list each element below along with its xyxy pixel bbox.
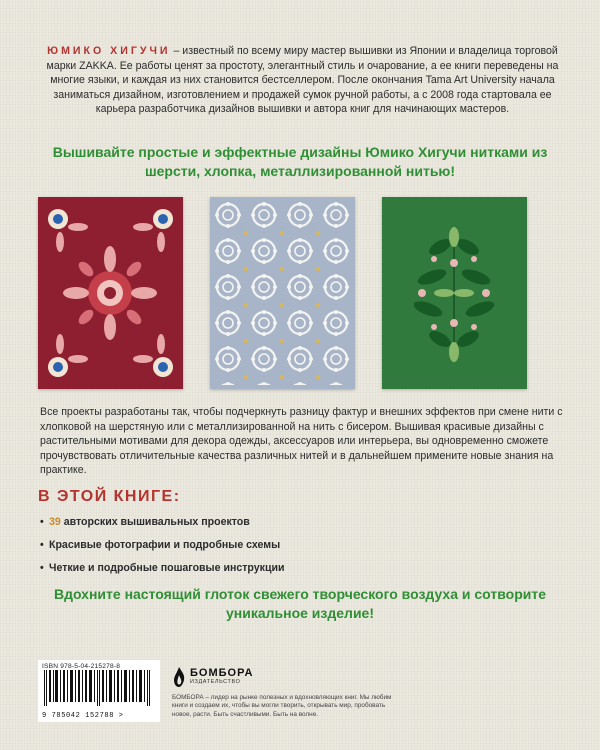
embroidery-blue-illustration: [210, 197, 355, 389]
closing-text: Вдохните настоящий глоток свежего творческого воздуха и сотворите уникальное изделие!: [53, 586, 547, 621]
author-intro-text: – известный по всему миру мастер вышивки из Японии и владелица торговой марки ZAKKA. Ее работы ценят за простоту, элегантный стиль и очарование, а ее книги переведены на многие языки, и каждая из них становится бестселлером. После окончания Tama Art University начала заниматься дизайном, изготовлением и продажей сумок ручной работы, а с 2008 года стартовала ее карьера разработчика дизайнов вышивки и автора книг для начинающих мастеров.: [46, 45, 559, 116]
list-item: [40, 562, 540, 585]
body-text: Все проекты разработаны так, чтобы подчеркнуть разницу фактур и внешних эффектов при смене нити с хлопковой на шерстяную или с металлизированной на нить с бисером. Вышивая красивые дизайны с растительными мотивами для декора одежды, аксессуаров или интерьера, вы одновременно сможете прочувствовать отличительные качества различных нитей и в дальнейшем примените новые знания на практике.: [40, 406, 563, 477]
isbn-number: ISBN 978-5-04-215278-8: [42, 663, 121, 670]
feature-text: Красивые фотографии и подробные схемы: [49, 539, 281, 551]
embroidery-red-illustration: [38, 197, 183, 389]
list-item: [40, 539, 540, 562]
section-heading: В ЭТОЙ КНИГЕ:: [38, 488, 181, 505]
embroidery-photo-green: [382, 197, 527, 389]
list-item: [40, 516, 540, 539]
author-intro: [40, 44, 565, 117]
barcode-icon: [42, 670, 156, 706]
publisher-sub: ИЗДАТЕЛЬСТВО: [190, 679, 241, 685]
barcode-panel: [38, 660, 160, 722]
author-name: ЮМИКО ХИГУЧИ: [47, 45, 171, 57]
embroidery-green-illustration: [382, 197, 527, 389]
embroidery-photo-red: [38, 197, 183, 389]
headline: Вышивайте простые и эффектные дизайны Юмико Хигучи нитками из шерсти, хлопка, металлизированной нитью!: [52, 144, 548, 179]
publisher-name: БОМБОРА: [190, 667, 254, 679]
feature-list: [40, 516, 540, 585]
project-count: 39: [49, 516, 61, 528]
publisher-tagline: БОМБОРА – лидер на рынке полезных и вдохновляющих книг. Мы любим книги и создаем их, чтобы вы могли творить, открывать мир, пробовать новое, расти. Быть счастливыми. Быть на волне.: [172, 694, 392, 718]
feature-text: авторских вышивальных проектов: [60, 516, 250, 528]
embroidery-photo-blue: [210, 197, 355, 389]
barcode-digits: 9 785042 152788 >: [42, 712, 124, 720]
feature-text: Четкие и подробные пошаговые инструкции: [49, 562, 285, 574]
publisher-flame-icon: [172, 667, 186, 687]
